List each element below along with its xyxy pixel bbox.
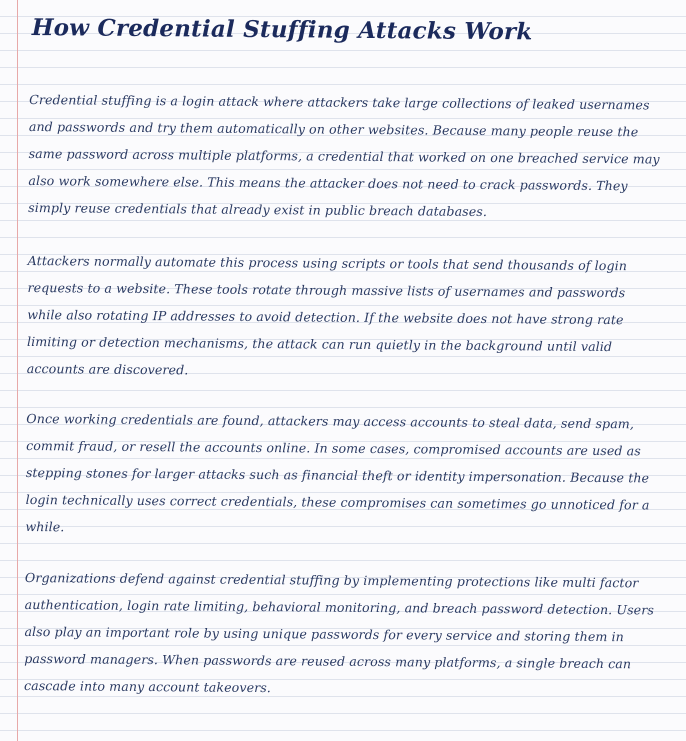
page-content [24, 0, 662, 704]
paragraph-4: Organizations defend against credential stuffing by implementing protections like multi factor authentication, login rate limiting, behavioral monitoring, and breach password detection. Users also play an important role by using unique passwords for every service and storing them in password managers. When passwords are reused across many platforms, a single breach can cascade into many account takeovers. [23, 569, 654, 696]
paragraph-2: Attackers normally automate this process using scripts or tools that send thousands of login requests to a website. These tools rotate through massive lists of usernames and passwords while also rotating IP addresses to avoid detection. If the website does not have strong rate limiting or detection mechanisms, the attack can run quietly in the background until valid accounts are discovered. [26, 252, 628, 378]
page-title: How Credential Stuffing Attacks Work [31, 14, 533, 46]
margin-line [17, 0, 18, 741]
paragraph-1: Credential stuffing is a login attack where attackers take large collections of leaked usernames and passwords and try them automatically on other websites. Because many people reuse the same password across multiple platforms, a credential that worked on one breached service may also work somewhere else. This means the attacker does not need to crack passwords. They simply reuse credentials that already exist in public breach databases. [28, 91, 660, 219]
paragraph-3: Once working credentials are found, attackers may access accounts to steal data, send spam, commit fraud, or resell the accounts online. In some cases, compromised accounts are used as stepping stones for larger attacks such as financial theft or identity impersonation. Because the login technically uses correct credentials, these compromises can sometimes go unnoticed for a while. [25, 410, 650, 535]
